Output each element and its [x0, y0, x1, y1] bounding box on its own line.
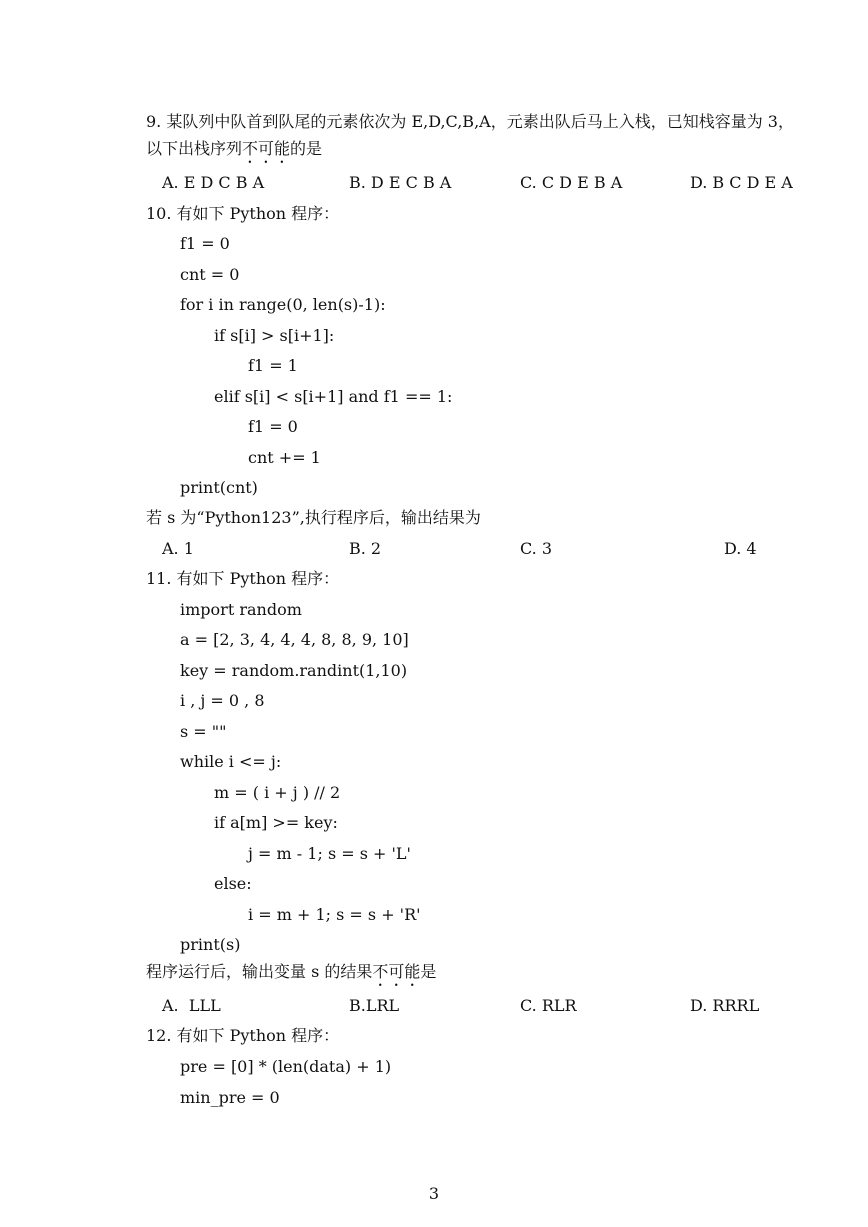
q11-intro: 11. 有如下 Python 程序： — [146, 569, 340, 588]
code-line: print(s) — [180, 935, 241, 954]
q9-option-b: B. D E C B A — [349, 173, 452, 192]
code-line: cnt += 1 — [248, 448, 321, 467]
code-line: for i in range(0, len(s)-1): — [180, 295, 386, 314]
q9-line2 — [146, 139, 322, 167]
q11-option-c: C. RLR — [520, 996, 577, 1015]
code-line: m = ( i + j ) // 2 — [214, 783, 341, 802]
code-line: s = "" — [180, 722, 227, 741]
code-line: if a[m] >= key: — [214, 813, 338, 832]
q10-question: 若 s 为“Python123”,执行程序后，输出结果为 — [146, 508, 481, 527]
q11-option-d: D. RRRL — [690, 996, 760, 1015]
q9-option-c: C. C D E B A — [520, 173, 623, 192]
q9-emphasis: 不可能 — [242, 139, 291, 158]
q9-line1: 9. 某队列中队首到队尾的元素依次为 E,D,C,B,A，元素出队后马上入栈，已知栈容量为 3， — [146, 112, 794, 131]
q9-option-d: D. B C D E A — [690, 173, 793, 192]
q9-line2-post: 的是 — [290, 139, 323, 158]
code-line: cnt = 0 — [180, 265, 240, 284]
q11-question — [146, 962, 436, 990]
code-line: else: — [214, 874, 252, 893]
q10-option-a: A. 1 — [162, 539, 194, 558]
code-line: f1 = 1 — [248, 356, 298, 375]
q10-option-b: B. 2 — [349, 539, 382, 558]
q11-emphasis: 不可能 — [372, 962, 421, 981]
code-line: key = random.randint(1,10) — [180, 661, 408, 680]
code-line: j = m - 1; s = s + 'L' — [248, 844, 411, 863]
code-line: import random — [180, 600, 302, 619]
q12-intro: 12. 有如下 Python 程序： — [146, 1026, 340, 1045]
code-line: f1 = 0 — [180, 234, 230, 253]
code-line: while i <= j: — [180, 752, 282, 771]
q10-option-c: C. 3 — [520, 539, 553, 558]
q11-question-post: 是 — [420, 962, 437, 981]
q11-option-a: A. LLL — [162, 996, 221, 1015]
q9-line2-pre: 以下出栈序列 — [146, 139, 243, 158]
code-line: pre = [0] * (len(data) + 1) — [180, 1057, 392, 1076]
code-line: elif s[i] < s[i+1] and f1 == 1: — [214, 387, 453, 406]
code-line: i , j = 0 , 8 — [180, 691, 265, 710]
code-line: min_pre = 0 — [180, 1088, 280, 1107]
code-line: i = m + 1; s = s + 'R' — [248, 905, 421, 924]
code-line: f1 = 0 — [248, 417, 298, 436]
page-number: 3 — [428, 1184, 440, 1203]
code-line: print(cnt) — [180, 478, 258, 497]
q11-question-pre: 程序运行后，输出变量 s 的结果 — [146, 962, 373, 981]
q10-option-d: D. 4 — [724, 539, 757, 558]
code-line: if s[i] > s[i+1]: — [214, 326, 335, 345]
q11-option-b: B.LRL — [349, 996, 400, 1015]
q9-option-a: A. E D C B A — [162, 173, 265, 192]
code-line: a = [2, 3, 4, 4, 4, 8, 8, 9, 10] — [180, 630, 409, 649]
q10-intro: 10. 有如下 Python 程序： — [146, 204, 340, 223]
